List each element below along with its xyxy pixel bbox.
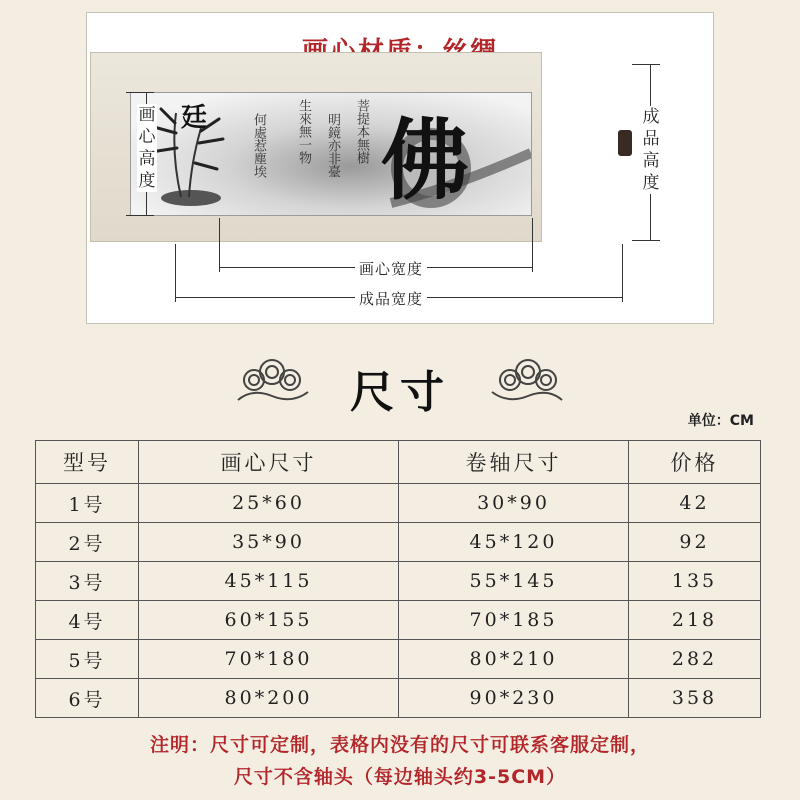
finished-height-line-bottom [632,240,660,241]
price-cell: 218 [629,601,761,640]
image-size-cell: 45*115 [139,562,399,601]
size-heading-section [0,340,800,420]
finished-width-tick-right [622,244,623,302]
model-cell: 3号 [36,562,139,601]
price-cell: 135 [629,562,761,601]
painting-image [130,92,532,216]
unit-label: 单位：CM [687,413,754,429]
image-size-cell: 80*200 [139,679,399,718]
finished-width-tick-left [175,244,176,302]
image-width-tick-right [532,218,533,272]
header-scroll-size: 卷轴尺寸 [399,441,629,484]
artwork-poem [249,99,371,178]
finished-width-label: 成品宽度 [355,288,427,309]
image-height-line-top [126,92,154,93]
table-row [36,523,761,562]
image-size-cell: 35*90 [139,523,399,562]
table-row [36,484,761,523]
finished-height-label: 成 品 高 度 [642,107,660,193]
image-height-line-bottom [126,215,154,216]
price-cell: 358 [629,679,761,718]
poem-line: 何處惹塵埃 [251,113,266,178]
table-row [36,562,761,601]
table-row [36,601,761,640]
model-cell: 1号 [36,484,139,523]
table-row [36,679,761,718]
scroll-size-cell: 70*185 [399,601,629,640]
artwork-small-char: 廷 [181,103,208,133]
image-width-tick-left [219,218,220,272]
price-cell: 282 [629,640,761,679]
model-cell: 4号 [36,601,139,640]
model-cell: 5号 [36,640,139,679]
poem-line: 生來無一物 [296,99,311,164]
scroll-size-cell: 45*120 [399,523,629,562]
image-size-cell: 70*180 [139,640,399,679]
right-rod-end [618,130,632,156]
table-row [36,640,761,679]
size-price-table [35,440,761,718]
poem-line: 菩提本無樹 [354,99,369,164]
model-cell: 2号 [36,523,139,562]
scroll-size-cell: 30*90 [399,484,629,523]
model-cell: 6号 [36,679,139,718]
image-size-cell: 60*155 [139,601,399,640]
artwork-big-char: 佛 [381,108,470,212]
image-size-cell: 25*60 [139,484,399,523]
price-cell: 92 [629,523,761,562]
finished-height-line-top [632,64,660,65]
header-model: 型号 [36,441,139,484]
price-cell: 42 [629,484,761,523]
header-image-size: 画心尺寸 [139,441,399,484]
image-height-label: 画 心 高 度 [138,105,156,191]
table-header-row [36,441,761,484]
size-heading: 尺寸 [350,367,450,418]
scroll-size-cell: 90*230 [399,679,629,718]
rod-end-note: 尺寸不含轴头（每边轴头约3-5CM） [233,766,567,788]
scroll-size-cell: 80*210 [399,640,629,679]
cloud-ornament-right-icon [488,350,568,410]
custom-size-note: 注明：尺寸可定制，表格内没有的尺寸可联系客服定制， [149,734,650,756]
poem-line: 明鏡亦非臺 [325,113,340,178]
image-width-label: 画心宽度 [355,258,427,279]
header-price: 价格 [629,441,761,484]
scroll-size-cell: 55*145 [399,562,629,601]
